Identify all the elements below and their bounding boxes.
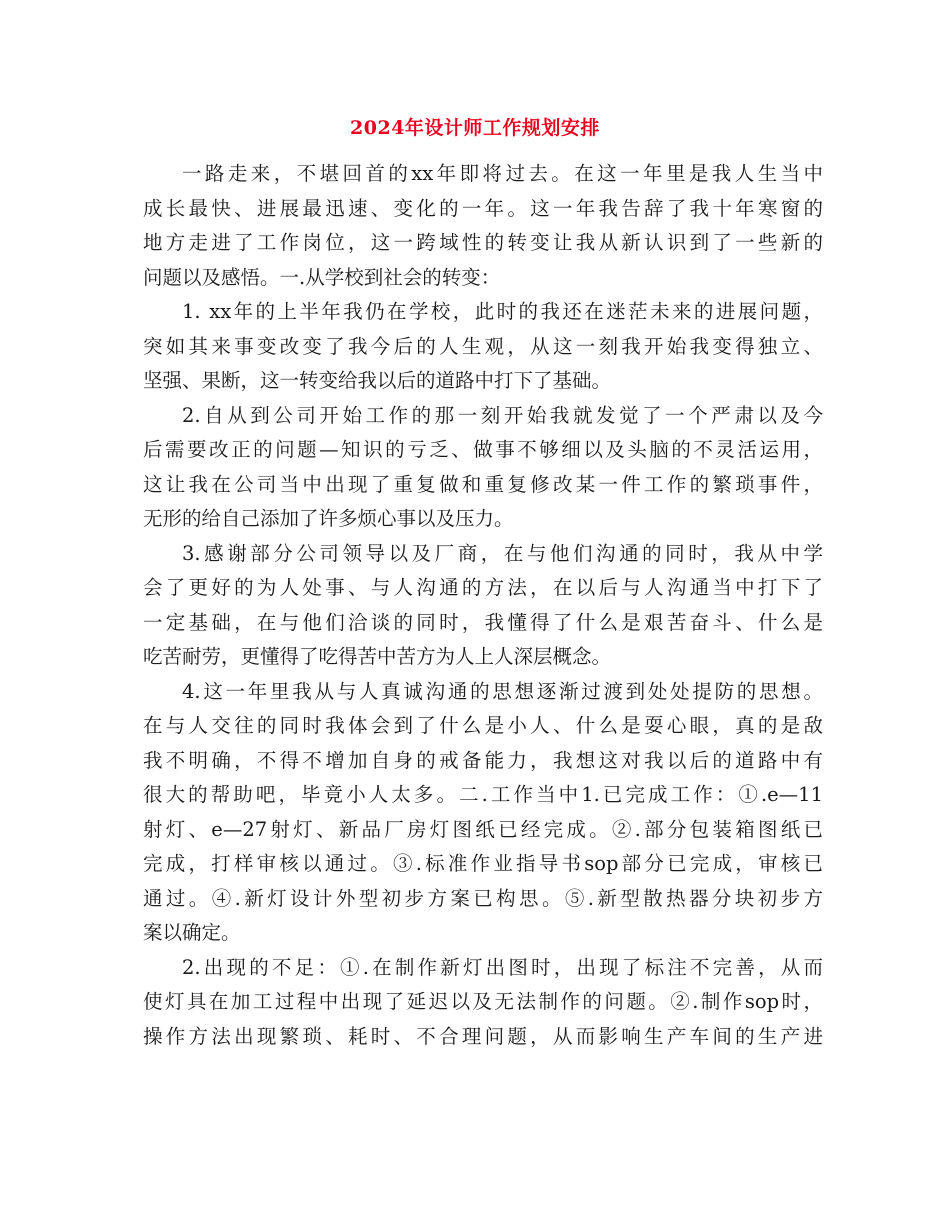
paragraph-line: 一路走来，不堪回首的xx年即将过去。在这一年里是我人生当中 <box>182 162 823 185</box>
paragraph-line: 完成，打样审核以通过。③.标准作业指导书sop部分已完成，审核已 <box>143 852 823 875</box>
paragraph-line: 射灯、e—27射灯、新品厂房灯图纸已经完成。②.部分包装箱图纸已 <box>143 817 823 841</box>
paragraph <box>143 675 823 951</box>
paragraph-line: 4.这一年里我从与人真诚沟通的思想逐渐过渡到处处提防的思想。 <box>182 679 823 703</box>
paragraph-line: 成长最快、进展最迅速、变化的一年。这一年我告辞了我十年寒窗的 <box>143 196 823 220</box>
paragraph-line: 吃苦耐劳，更懂得了吃得苦中苦方为人上人深层概念。 <box>143 645 612 668</box>
paragraph-line: 使灯具在加工过程中出现了延迟以及无法制作的问题。②.制作sop时， <box>143 990 823 1013</box>
paragraph-line: 这让我在公司当中出现了重复做和重复修改某一件工作的繁琐事件， <box>143 472 823 496</box>
paragraph-line: 无形的给自己添加了许多烦心事以及压力。 <box>143 507 514 530</box>
paragraph-line: 在与人交往的同时我体会到了什么是小人、什么是耍心眼，真的是敌 <box>143 714 823 737</box>
paragraph-line: 通过。④.新灯设计外型初步方案已构思。⑤.新型散热器分块初步方 <box>143 886 823 910</box>
paragraph <box>143 295 823 399</box>
paragraph-line: 后需要改正的问题—知识的亏乏、做事不够细以及头脑的不灵活运用， <box>143 438 823 461</box>
paragraph <box>143 157 823 295</box>
paragraph-line: 案以确定。 <box>143 921 241 944</box>
paragraph-line: 坚强、果断，这一转变给我以后的道路中打下了基础。 <box>143 369 612 392</box>
paragraph-line: 2.自从到公司开始工作的那一刻开始我就发觉了一个严肃以及今 <box>182 403 823 427</box>
paragraph <box>143 951 823 1055</box>
paragraph-line: 2.出现的不足：①.在制作新灯出图时，出现了标注不完善，从而 <box>182 955 823 979</box>
paragraph-line: 1. xx年的上半年我仍在学校，此时的我还在迷茫未来的进展问题， <box>182 300 823 323</box>
paragraph <box>143 537 823 675</box>
paragraph <box>143 399 823 537</box>
paragraph-line: 很大的帮助吧，毕竟小人太多。二.工作当中1.已完成工作：①.e—11 <box>143 783 823 806</box>
paragraph-line: 一定基础，在与他们洽谈的同时，我懂得了什么是艰苦奋斗、什么是 <box>143 610 823 634</box>
paragraph-line: 3.感谢部分公司领导以及厂商，在与他们沟通的同时，我从中学 <box>182 541 823 565</box>
paragraph-line: 问题以及感悟。一.从学校到社会的转变： <box>143 265 501 289</box>
paragraph-line: 地方走进了工作岗位，这一跨域性的转变让我从新认识到了一些新的 <box>143 231 823 254</box>
paragraph-line: 操作方法出现繁琐、耗时、不合理问题，从而影响生产车间的生产进 <box>143 1024 823 1048</box>
document-title: 2024年设计师工作规划安排 <box>350 117 600 139</box>
paragraph-line: 我不明确，不得不增加自身的戒备能力，我想这对我以后的道路中有 <box>143 748 823 772</box>
paragraph-line: 会了更好的为人处事、与人沟通的方法，在以后与人沟通当中打下了 <box>143 576 823 599</box>
paragraph-line: 突如其来事变改变了我今后的人生观，从这一刻我开始我变得独立、 <box>143 334 823 358</box>
document-body <box>143 157 823 1054</box>
